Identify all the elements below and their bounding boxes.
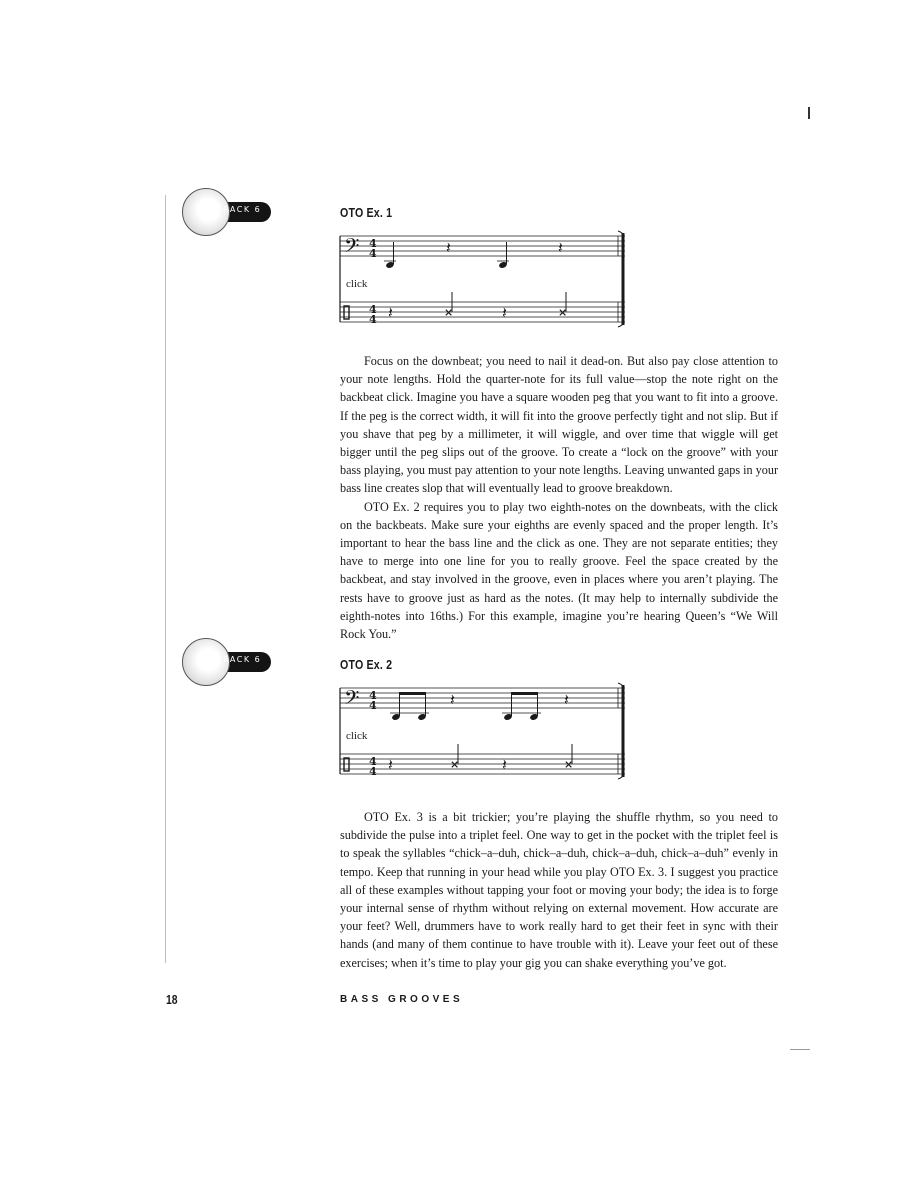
paragraph: OTO Ex. 2 requires you to play two eighth-notes on the downbeats, with the click on the backbeats. Make sure your eighths are evenly spaced and the proper length. It’s important to hear the bass line and the click as one. They are not separate entities; they have to merge into one line for you to really groove. Feel the space created by the backbeat, and stay involved in the groove, even in places where you aren’t playing. The rests have to groove just as hard as the notes. (It may help to internally subdivide the eighth-notes into 16ths.) For this example, imagine you’re hearing Queen’s “We Will Rock You.” <box>340 499 778 642</box>
notation-svg <box>338 680 628 778</box>
svg-text:𝄽: 𝄽 <box>388 755 393 774</box>
example-title: OTO Ex. 2 <box>340 657 393 672</box>
svg-text:4: 4 <box>369 313 377 326</box>
svg-text:4: 4 <box>369 689 377 702</box>
svg-text:×: × <box>444 306 454 319</box>
body-text <box>340 352 778 643</box>
track-badge <box>182 188 272 238</box>
svg-text:4: 4 <box>369 237 377 250</box>
corner-mark <box>808 107 810 119</box>
svg-text:𝄽: 𝄽 <box>558 238 563 257</box>
svg-text:×: × <box>564 758 574 771</box>
svg-text:𝄽: 𝄽 <box>502 303 507 322</box>
svg-text:𝄽: 𝄽 <box>564 690 569 709</box>
svg-text:4: 4 <box>369 247 377 260</box>
svg-text:𝄽: 𝄽 <box>502 755 507 774</box>
body-text <box>340 808 778 972</box>
example-title: OTO Ex. 1 <box>340 205 393 220</box>
svg-text:×: × <box>558 306 568 319</box>
track-label: TRACK 6 <box>216 655 262 664</box>
svg-text:4: 4 <box>369 303 377 316</box>
click-label: click <box>346 278 368 290</box>
svg-text:𝄽: 𝄽 <box>446 238 451 257</box>
notation-svg <box>338 228 628 326</box>
svg-text:𝄽: 𝄽 <box>450 690 455 709</box>
track-label: TRACK 6 <box>216 205 262 214</box>
music-notation <box>338 228 628 326</box>
paragraph: Focus on the downbeat; you need to nail it dead-on. But also pay close attention to your note lengths. Hold the quarter-note for its full value—stop the note right on the backbeat click. Imagine you have a square wooden peg that you want to fit into a groove. If the peg is the correct width, it will fit into the groove perfectly tight and not slip. But if you shave that peg by a millimeter, it will wiggle, and over time that wiggle will get bigger until the peg slips out of the groove. To create a “lock on the groove” with your bass playing, you must pay attention to your note lengths. Leaving unwanted gaps in your bass line creates slop that will eventually lead to groove breakdown. <box>340 354 779 496</box>
music-notation <box>338 680 628 778</box>
bass-clef-icon: 𝄢 <box>344 234 360 262</box>
bass-clef-icon: 𝄢 <box>344 686 360 714</box>
page-number: 18 <box>166 992 178 1007</box>
svg-text:4: 4 <box>369 765 377 778</box>
svg-text:×: × <box>450 758 460 771</box>
paragraph: OTO Ex. 3 is a bit trickier; you’re playing the shuffle rhythm, so you need to subdivide the pulse into a triplet feel. One way to get in the pocket with the triplet feel is to speak the syllables “chick–a–duh, chick–a–duh, chick–a–duh, chick–a–duh” evenly in tempo. Keep that running in your head while you play OTO Ex. 3. I suggest you practice all of these examples without tapping your foot or moving your body; the idea is to forge your internal sense of rhythm without relying on external movement. How accurate are your feet? Well, drummers have to work really hard to get their feet in sync with their hands (and many of them continue to have trouble with it). Leave your feet out of these exercises; when it’s time to play your gig you can shake everything you’ve got. <box>340 810 778 970</box>
corner-dash <box>790 1049 810 1050</box>
svg-text:4: 4 <box>369 755 377 768</box>
click-label: click <box>346 730 368 742</box>
running-title: BASS GROOVES <box>340 994 464 1005</box>
margin-rule <box>165 195 166 963</box>
svg-text:𝄽: 𝄽 <box>388 303 393 322</box>
svg-text:4: 4 <box>369 699 377 712</box>
track-badge <box>182 638 272 688</box>
